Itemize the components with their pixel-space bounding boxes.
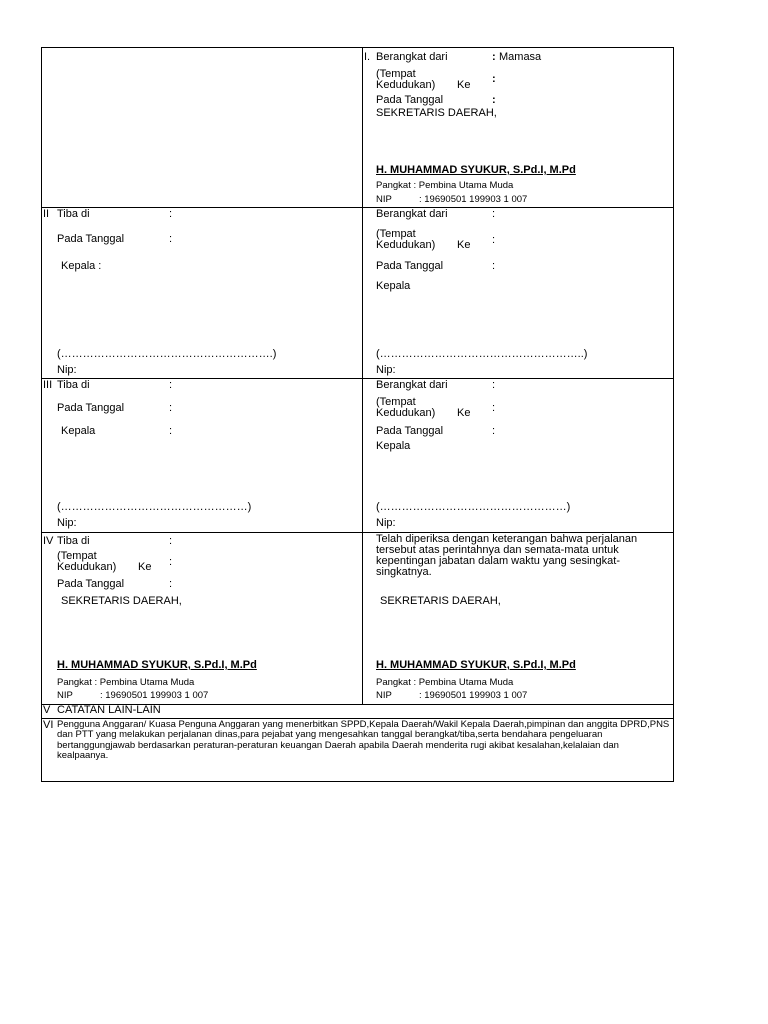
colon: : — [492, 379, 496, 391]
nip-value: : 19690501 199903 1 007 — [100, 690, 209, 701]
official-name: H. MUHAMMAD SYUKUR, S.Pd.I, M.Pd — [57, 659, 257, 671]
kepala-label: Kepala — [376, 440, 411, 452]
section-number: III — [43, 379, 53, 391]
nip-label: Nip: — [376, 364, 396, 376]
notes-heading: CATATAN LAIN-LAIN — [57, 704, 161, 716]
colon: : — [492, 234, 496, 246]
tempat-label-line1: (Tempat — [376, 396, 416, 408]
border-left — [41, 47, 42, 782]
tiba-label: Tiba di — [57, 208, 90, 220]
section-number: VI — [43, 719, 54, 731]
nip-value: : 19690501 199903 1 007 — [419, 690, 528, 701]
colon: : — [169, 379, 173, 391]
tempat-label-line2: Kedudukan) — [376, 407, 436, 419]
official-name: H. MUHAMMAD SYUKUR, S.Pd.I, M.Pd — [376, 164, 576, 176]
signature-line: (………………………………………………….) — [57, 348, 277, 360]
kepala-label: Kepala — [376, 280, 411, 292]
pangkat: Pangkat : Pembina Utama Muda — [376, 180, 514, 191]
colon: : — [169, 402, 173, 414]
colon: : — [169, 233, 173, 245]
statement-line: Telah diperiksa dengan keterangan bahwa perjalanan — [376, 533, 638, 545]
border-top — [41, 47, 674, 48]
colon: : — [492, 73, 496, 85]
section-number: I. — [364, 51, 371, 63]
signature-line: (……………………………………………) — [376, 501, 571, 513]
nip-label: Nip: — [57, 364, 77, 376]
nip-label: Nip: — [57, 517, 77, 529]
colon: : — [492, 94, 496, 106]
pangkat: Pangkat : Pembina Utama Muda — [376, 677, 514, 688]
border-bottom — [41, 781, 674, 782]
tiba-label: Tiba di — [57, 379, 90, 391]
tanggal-label: Pada Tanggal — [57, 402, 125, 414]
colon: : — [492, 51, 496, 63]
berangkat-label: Berangkat dari — [376, 51, 448, 63]
border-row1 — [41, 207, 674, 208]
official-name: H. MUHAMMAD SYUKUR, S.Pd.I, M.Pd — [376, 659, 576, 671]
colon: : — [169, 535, 173, 547]
colon: : — [169, 556, 173, 568]
office-title: SEKRETARIS DAERAH, — [380, 595, 501, 607]
border-row2 — [41, 378, 674, 379]
tanggal-label: Pada Tanggal — [376, 94, 444, 106]
tanggal-label: Pada Tanggal — [376, 425, 444, 437]
tempat-label-line1: (Tempat — [376, 228, 416, 240]
statement-line: singkatnya. — [376, 566, 432, 578]
tanggal-label: Pada Tanggal — [376, 260, 444, 272]
statement-line: tersebut atas perintahnya dan semata-mata untuk — [376, 544, 619, 556]
tempat-label-line1: (Tempat — [57, 550, 97, 562]
colon: : — [169, 425, 173, 437]
office-title: SEKRETARIS DAERAH, — [376, 107, 497, 119]
tanggal-label: Pada Tanggal — [57, 233, 125, 245]
section-number: II — [43, 208, 50, 220]
tanggal-label: Pada Tanggal — [57, 578, 125, 590]
berangkat-label: Berangkat dari — [376, 208, 448, 220]
berangkat-label: Berangkat dari — [376, 379, 448, 391]
kepala-label: Kepala : — [61, 260, 102, 272]
colon: : — [169, 208, 173, 220]
ke-label: Ke — [457, 79, 471, 91]
tempat-label-line1: (Tempat — [376, 68, 416, 80]
tempat-label-line2: Kedudukan) — [57, 561, 117, 573]
nip-label: NIP — [376, 690, 392, 701]
colon: : — [492, 402, 496, 414]
border-middle — [362, 47, 363, 705]
kepala-label: Kepala — [61, 425, 96, 437]
section-number: V — [43, 704, 51, 716]
tempat-label-line2: Kedudukan) — [376, 239, 436, 251]
ke-label: Ke — [457, 239, 471, 251]
ke-label: Ke — [138, 561, 152, 573]
pangkat: Pangkat : Pembina Utama Muda — [57, 677, 195, 688]
colon: : — [492, 425, 496, 437]
colon: : — [492, 260, 496, 272]
border-right — [673, 47, 674, 782]
nip-label: NIP — [376, 194, 392, 205]
signature-line: (………………………………………………..) — [376, 348, 588, 360]
section-number: IV — [43, 535, 54, 547]
ke-label: Ke — [457, 407, 471, 419]
colon: : — [492, 208, 496, 220]
office-title: SEKRETARIS DAERAH, — [61, 595, 182, 607]
tempat-label-line2: Kedudukan) — [376, 79, 436, 91]
statement-line: kepentingan jabatan dalam waktu yang sesingkat- — [376, 555, 620, 567]
colon: : — [169, 578, 173, 590]
nip-value: : 19690501 199903 1 007 — [419, 194, 528, 205]
signature-line: (……………………………………………) — [57, 501, 252, 513]
responsibility-paragraph: Pengguna Anggaran/ Kuasa Penguna Anggaran yang menerbitkan SPPD,Kepala Daerah/Wakil Kepala Daerah,pimpinan dan anggita DPRD,PNS dan PTT yang melakukan perjalanan dinas,para pejabat yang mengesahkan tanggal berangkat/tiba,serta bendahara pengeluaran bertanggungjawab berdasarkan peraturan-peraturan keuangan Daerah apabila Daerah menderita rugi akibat kesalahan,kelalaian dan kealpaanya. — [57, 719, 670, 761]
berangkat-value: Mamasa — [499, 51, 542, 63]
nip-label: Nip: — [376, 517, 396, 529]
tiba-label: Tiba di — [57, 535, 90, 547]
nip-label: NIP — [57, 690, 73, 701]
